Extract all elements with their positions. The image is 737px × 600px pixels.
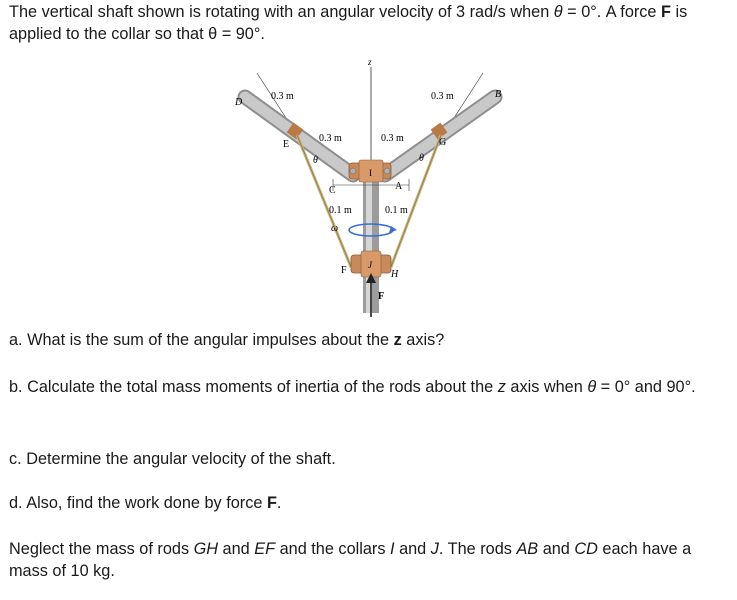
question-text: Calculate the total mass moments of inertia of the rods about the [27, 378, 498, 396]
point-h-label: H [391, 269, 399, 280]
point-a-label: A [395, 181, 403, 192]
force-symbol: F [266, 494, 277, 512]
note-text: and [394, 540, 431, 558]
theta-symbol: θ [553, 3, 563, 21]
problem-note [9, 538, 725, 582]
point-e-label: E [283, 139, 290, 150]
question-marker: b. [9, 378, 28, 396]
theta-right-label: θ [419, 153, 424, 164]
dim-low-right: 0.1 m [385, 205, 408, 216]
question-text: axis? [401, 331, 445, 349]
question-marker: d. [9, 494, 27, 512]
question-text: axis when [505, 378, 588, 396]
question-b [9, 376, 725, 398]
note-text: Neglect the mass of rods [9, 540, 194, 558]
question-d [9, 492, 725, 514]
force-label: F [378, 291, 385, 302]
dim-top-right: 0.3 m [431, 91, 454, 102]
dim-mid-right: 0.3 m [381, 133, 404, 144]
force-symbol: F [661, 3, 671, 21]
question-text: Also, find the work done by force [26, 494, 267, 512]
point-c-label: C [329, 185, 336, 196]
z-symbol: z [497, 378, 506, 396]
theta-left-label: θ [313, 155, 318, 166]
note-text: and [538, 540, 575, 558]
note-text: each have a mass of 10 kg. [9, 540, 692, 580]
dim-top-left: 0.3 m [271, 91, 294, 102]
dim-low-left: 0.1 m [329, 205, 352, 216]
z-axis-label: z [368, 57, 372, 67]
note-text: . The rods [438, 540, 517, 558]
pin-c [350, 168, 356, 174]
collar-i-label: I [369, 168, 372, 178]
point-b-label: B [495, 89, 502, 100]
dim-mid-left: 0.3 m [319, 133, 342, 144]
point-f-label: F [341, 265, 347, 276]
collar-j-ref: J [430, 540, 439, 558]
question-c [9, 448, 725, 470]
note-text: and [218, 540, 255, 558]
rod-gh-ref: GH [193, 540, 219, 558]
point-g-label: G [439, 137, 447, 148]
question-marker: a. [9, 331, 28, 349]
omega-label: ω [331, 223, 339, 234]
intro-text: The vertical shaft shown is rotating with an angular velocity of 3 rad/s when [9, 3, 554, 21]
z-symbol: z [393, 331, 402, 349]
intro-text: is applied to the collar so that θ = 90°. [9, 3, 688, 43]
question-a [9, 329, 725, 351]
point-d-label: D [235, 97, 243, 108]
collar-j-label: J [368, 260, 372, 270]
question-text: . [276, 494, 282, 512]
intro-text: = 0°. A force [562, 3, 662, 21]
note-text: and the collars [275, 540, 391, 558]
collar-i-ref: I [390, 540, 395, 558]
rod-ef-ref: EF [254, 540, 276, 558]
question-text: Determine the angular velocity of the shaft. [26, 450, 336, 468]
question-text: What is the sum of the angular impulses about the [27, 331, 394, 349]
rod-cd-ref: CD [574, 540, 598, 558]
question-marker: c. [9, 450, 27, 468]
rod-ab-ref: AB [516, 540, 539, 558]
shaft-rod-diagram [225, 55, 515, 320]
problem-intro [9, 1, 725, 45]
question-text: = 0° and 90°. [596, 378, 696, 396]
pin-a [384, 168, 390, 174]
theta-symbol: θ [587, 378, 597, 396]
